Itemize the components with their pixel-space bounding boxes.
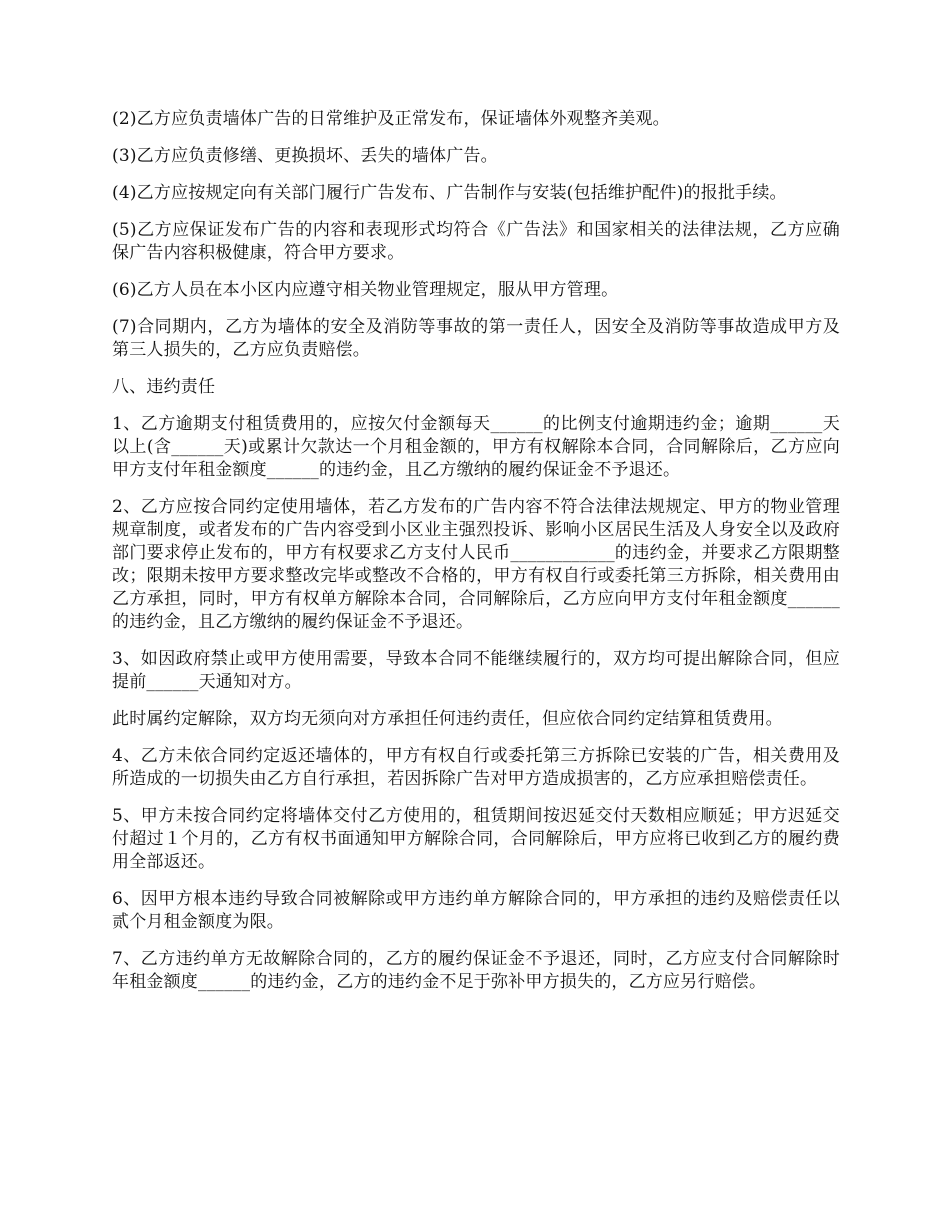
clause-7-safety-liability: (7)合同期内，乙方为墙体的安全及消防等事故的第一责任人，因安全及消防等事故造成甲方及第三人损失的，乙方应负责赔偿。: [112, 317, 840, 360]
breach-clause-3-note: 此时属约定解除，双方均无须向对方承担任何违约责任，但应依合同约定结算租赁费用。: [112, 709, 783, 729]
clause-2-maintenance: (2)乙方应负责墙体广告的日常维护及正常发布，保证墙体外观整齐美观。: [112, 109, 670, 129]
breach-clause-1: 1、乙方逾期支付租赁费用的，应按欠付金额每天______的比例支付逾期违约金；逾期______天以上(含______天)或累计欠款达一个月租金额的，甲方有权解除本合同，合同解除后，乙方应向甲方支付年租金额度______的违约金，且乙方缴纳的履约保证金不予退还。: [112, 414, 840, 480]
clause-5-compliance: (5)乙方应保证发布广告的内容和表现形式均符合《广告法》和国家相关的法律法规，乙方应确保广告内容积极健康，符合甲方要求。: [112, 220, 840, 263]
breach-clause-6: 6、因甲方根本违约导致合同被解除或甲方违约单方解除合同的，甲方承担的违约及赔偿责任以贰个月租金额度为限。: [112, 889, 840, 932]
section-heading-breach: 八、违约责任: [112, 377, 216, 397]
breach-clause-7: 7、乙方违约单方无故解除合同的，乙方的履约保证金不予退还，同时，乙方应支付合同解除时年租金额度______的违约金，乙方的违约金不足于弥补甲方损失的，乙方应另行赔偿。: [112, 949, 840, 992]
document-page: [112, 108, 840, 1008]
breach-clause-3: 3、如因政府禁止或甲方使用需要，导致本合同不能继续履行的，双方均可提出解除合同，但应提前______天通知对方。: [112, 649, 840, 692]
clause-6-property-rules: (6)乙方人员在本小区内应遵守相关物业管理规定，服从甲方管理。: [112, 280, 619, 300]
clause-4-approval: (4)乙方应按规定向有关部门履行广告发布、广告制作与安装(包括维护配件)的报批手续。: [112, 183, 787, 203]
clause-3-repair: (3)乙方应负责修缮、更换损坏、丢失的墙体广告。: [112, 146, 498, 166]
breach-clause-5: 5、甲方未按合同约定将墙体交付乙方使用的，租赁期间按迟延交付天数相应顺延；甲方迟延交付超过１个月的，乙方有权书面通知甲方解除合同，合同解除后，甲方应将已收到乙方的履约费用全部返还。: [112, 806, 840, 872]
breach-clause-4: 4、乙方未依合同约定返还墙体的，甲方有权自行或委托第三方拆除已安装的广告，相关费用及所造成的一切损失由乙方自行承担，若因拆除广告对甲方造成损害的，乙方应承担赔偿责任。: [112, 746, 840, 789]
breach-clause-2: 2、乙方应按合同约定使用墙体，若乙方发布的广告内容不符合法律法规规定、甲方的物业管理规章制度，或者发布的广告内容受到小区业主强烈投诉、影响小区居民生活及人身安全以及政府部门要求停止发布的，甲方有权要求乙方支付人民币____________的违约金，并要求乙方限期整改；限期未按甲方要求整改完毕或整改不合格的，甲方有权自行或委托第三方拆除，相关费用由乙方承担，同时，甲方有权单方解除本合同，合同解除后，乙方应向甲方支付年租金额度______的违约金，且乙方缴纳的履约保证金不予退还。: [112, 497, 840, 632]
